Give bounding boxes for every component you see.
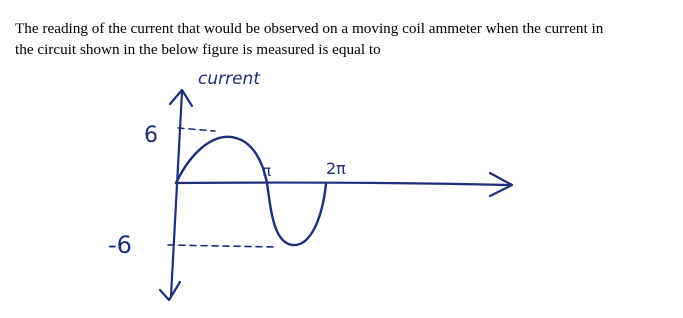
x-tick-label-2pi: 2π xyxy=(326,159,346,178)
negative-peak-label: -6 xyxy=(108,231,132,259)
y-axis-label: current xyxy=(198,69,260,89)
positive-peak-dashed-line xyxy=(178,128,215,131)
waveform-positive-half xyxy=(176,137,267,183)
negative-peak-dashed-line xyxy=(168,245,275,247)
question-line-2: the circuit shown in the below figure is measured is equal to xyxy=(15,41,381,58)
x-tick-label-pi: π xyxy=(262,162,272,180)
x-axis xyxy=(176,183,510,185)
question-line-1: The reading of the current that would be observed on a moving coil ammeter when the current in xyxy=(15,20,604,37)
waveform-negative-half xyxy=(267,183,326,245)
y-axis-bottom-arrow-icon xyxy=(160,282,180,300)
y-axis xyxy=(171,92,182,296)
positive-peak-label: 6 xyxy=(144,123,158,148)
